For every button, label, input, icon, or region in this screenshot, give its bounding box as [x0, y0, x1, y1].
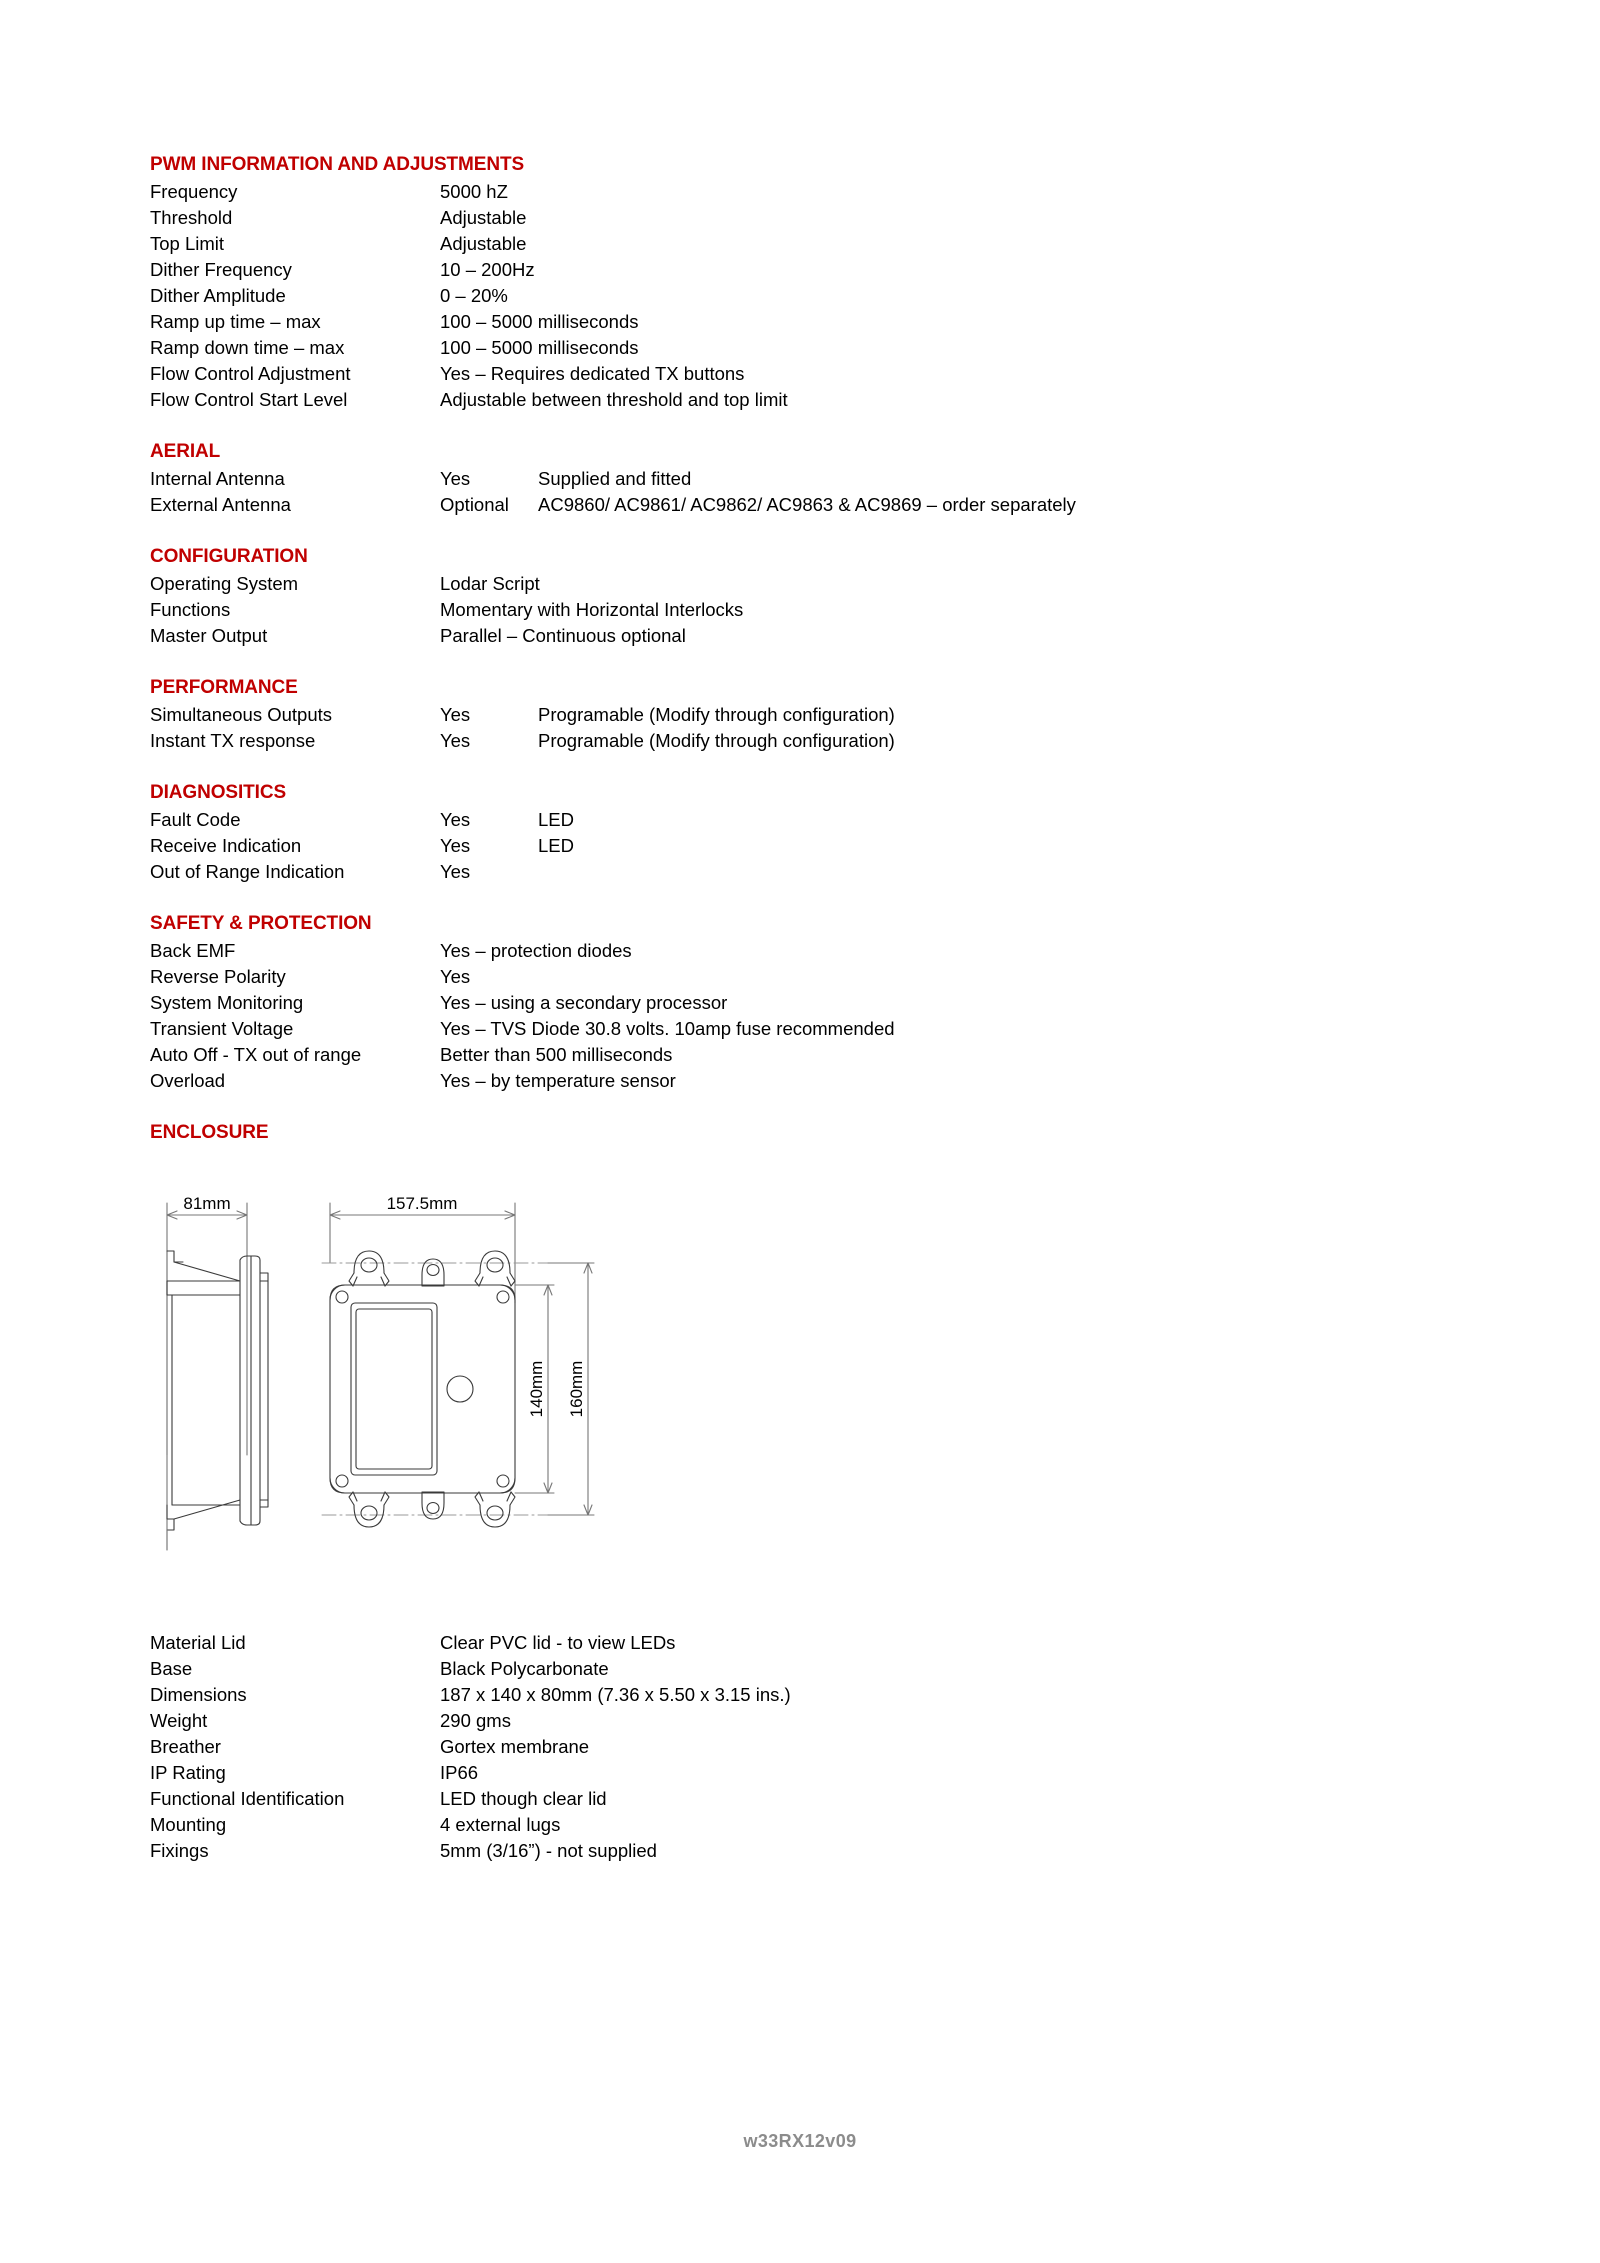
enclosure-spec-label: Functional Identification	[150, 1788, 345, 1809]
spec-row	[150, 597, 1480, 623]
section-performance	[150, 675, 1480, 754]
spec-label: Transient Voltage	[150, 1018, 294, 1039]
mounting-lug-bottom-right	[475, 1492, 515, 1527]
enclosure-spec-value: 4 external lugs	[440, 1814, 561, 1835]
enclosure-drawing	[150, 1185, 710, 1580]
spec-label: Simultaneous Outputs	[150, 704, 333, 725]
spec-label: Dither Frequency	[150, 259, 292, 280]
spec-value: Yes – using a secondary processor	[440, 992, 728, 1013]
spec-row	[150, 702, 1480, 728]
spec-label: Flow Control Adjustment	[150, 363, 351, 384]
spec-row	[150, 990, 1480, 1016]
section-heading-safety: SAFETY & PROTECTION	[150, 913, 372, 934]
enclosure-spec-value: 5mm (3/16”) - not supplied	[440, 1840, 657, 1861]
spec-label: Fault Code	[150, 809, 241, 830]
spec-label: Out of Range Indication	[150, 861, 345, 882]
spec-label: Ramp up time – max	[150, 311, 321, 332]
spec-label: Back EMF	[150, 940, 236, 961]
spec-row	[150, 807, 1480, 833]
spec-value: LED	[538, 835, 574, 856]
enclosure-spec-label: Weight	[150, 1710, 208, 1731]
spec-value: Momentary with Horizontal Interlocks	[440, 599, 744, 620]
enclosure-spec-value: 187 x 140 x 80mm (7.36 x 5.50 x 3.15 ins.)	[440, 1684, 791, 1705]
section-safety	[150, 911, 1480, 1094]
enclosure-body-outline	[330, 1285, 515, 1493]
spec-value: Yes – Requires dedicated TX buttons	[440, 363, 745, 384]
mounting-lug-top-right	[475, 1251, 515, 1286]
enclosure-drawing-svg	[150, 1185, 710, 1580]
spec-value: Adjustable	[440, 233, 527, 254]
enclosure-specs-table	[150, 1630, 1350, 1864]
side-view-group	[167, 1203, 268, 1550]
spec-label: Functions	[150, 599, 231, 620]
enclosure-spec-row	[150, 1838, 1350, 1864]
spec-value: Parallel – Continuous optional	[440, 625, 686, 646]
footer-document-code: w33RX12v09	[743, 2131, 857, 2151]
spec-label: Top Limit	[150, 233, 225, 254]
section-gap	[150, 649, 1480, 675]
enclosure-spec-row	[150, 1656, 1350, 1682]
enclosure-spec-value: LED though clear lid	[440, 1788, 607, 1809]
spec-label: Master Output	[150, 625, 268, 646]
spec-value: Lodar Script	[440, 573, 540, 594]
spec-value: Yes – TVS Diode 30.8 volts. 10amp fuse recommended	[440, 1018, 895, 1039]
spec-label: Reverse Polarity	[150, 966, 286, 987]
spec-label: External Antenna	[150, 494, 291, 515]
dimension-label-side-width: 81mm	[183, 1194, 231, 1213]
section-heading-pwm: PWM INFORMATION AND ADJUSTMENTS	[150, 154, 525, 175]
enclosure-specs-root	[150, 1630, 1350, 1864]
spec-row	[150, 938, 1480, 964]
corner-hole-bl	[336, 1475, 348, 1487]
spec-value: Yes – by temperature sensor	[440, 1070, 676, 1091]
section-gap	[150, 413, 1480, 439]
spec-value: 100 – 5000 milliseconds	[440, 311, 639, 332]
spec-label: Frequency	[150, 181, 238, 202]
spec-label: Ramp down time – max	[150, 337, 345, 358]
spec-row	[150, 728, 1480, 754]
enclosure-spec-value: Black Polycarbonate	[440, 1658, 609, 1679]
spec-mid-value: Yes	[440, 861, 471, 882]
spec-row	[150, 335, 1480, 361]
sections-root	[150, 152, 1480, 1146]
enclosure-spec-label: Base	[150, 1658, 193, 1679]
spec-label: Internal Antenna	[150, 468, 285, 489]
spec-mid-value: Yes	[440, 704, 471, 725]
mounting-lug-top-center	[422, 1259, 444, 1286]
spec-label: Auto Off - TX out of range	[150, 1044, 362, 1065]
enclosure-spec-row	[150, 1812, 1350, 1838]
enclosure-spec-row	[150, 1682, 1350, 1708]
spec-row	[150, 231, 1480, 257]
spec-row	[150, 833, 1480, 859]
spec-value: LED	[538, 809, 574, 830]
section-aerial	[150, 439, 1480, 518]
enclosure-spec-label: Fixings	[150, 1840, 209, 1861]
section-enclosure	[150, 1120, 1480, 1146]
spec-value: Programable (Modify through configuration)	[538, 704, 895, 725]
corner-hole-br	[497, 1475, 509, 1487]
spec-label: Flow Control Start Level	[150, 389, 348, 410]
spec-label: Overload	[150, 1070, 226, 1091]
section-heading-configuration: CONFIGURATION	[150, 546, 308, 567]
dimension-label-front-width: 157.5mm	[386, 1194, 458, 1213]
enclosure-spec-row	[150, 1708, 1350, 1734]
spec-label: Threshold	[150, 207, 233, 228]
enclosure-spec-label: Material Lid	[150, 1632, 246, 1653]
spec-row	[150, 309, 1480, 335]
spec-row	[150, 1042, 1480, 1068]
section-heading-enclosure: ENCLOSURE	[150, 1122, 269, 1143]
spec-row	[150, 283, 1480, 309]
section-gap	[150, 518, 1480, 544]
lid-window-outer	[351, 1303, 437, 1475]
spec-value: Yes	[440, 966, 471, 987]
spec-label: Operating System	[150, 573, 299, 594]
corner-hole-tl	[336, 1291, 348, 1303]
spec-row	[150, 179, 1480, 205]
spec-value: 100 – 5000 milliseconds	[440, 337, 639, 358]
spec-value: 10 – 200Hz	[440, 259, 535, 280]
enclosure-spec-row	[150, 1734, 1350, 1760]
section-gap	[150, 885, 1480, 911]
spec-value: Programable (Modify through configuration)	[538, 730, 895, 751]
spec-row	[150, 1068, 1480, 1094]
mounting-lug-bottom-left	[349, 1492, 389, 1527]
mounting-lug-top-left	[349, 1251, 389, 1286]
dimension-label-outer-height: 160mm	[567, 1360, 586, 1418]
spec-row	[150, 257, 1480, 283]
spec-row	[150, 205, 1480, 231]
enclosure-spec-row	[150, 1630, 1350, 1656]
spec-mid-value: Optional	[440, 494, 509, 515]
enclosure-spec-label: IP Rating	[150, 1762, 226, 1783]
section-pwm	[150, 152, 1480, 413]
section-heading-diagnositics: DIAGNOSITICS	[150, 782, 287, 803]
spec-value: 5000 hZ	[440, 181, 508, 202]
spec-mid-value: Yes	[440, 835, 471, 856]
corner-hole-tr	[497, 1291, 509, 1303]
section-configuration	[150, 544, 1480, 649]
spec-value: Adjustable	[440, 207, 527, 228]
lid-window-inner	[356, 1309, 432, 1469]
spec-value: AC9860/ AC9861/ AC9862/ AC9863 & AC9869 – order separately	[538, 494, 1076, 515]
spec-row	[150, 361, 1480, 387]
enclosure-spec-value: IP66	[440, 1762, 479, 1783]
spec-label: Instant TX response	[150, 730, 316, 751]
spec-row	[150, 466, 1480, 492]
spec-value: Supplied and fitted	[538, 468, 692, 489]
section-heading-aerial: AERIAL	[150, 441, 221, 462]
spec-row	[150, 1016, 1480, 1042]
spec-value: Better than 500 milliseconds	[440, 1044, 673, 1065]
spec-row	[150, 964, 1480, 990]
spec-row	[150, 623, 1480, 649]
spec-row	[150, 492, 1480, 518]
spec-row	[150, 387, 1480, 413]
front-view-group	[322, 1203, 594, 1527]
spec-mid-value: Yes	[440, 730, 471, 751]
dimension-label-inner-height: 140mm	[527, 1360, 546, 1418]
spec-value: Adjustable between threshold and top limit	[440, 389, 788, 410]
spec-row	[150, 859, 1480, 885]
spec-label: Dither Amplitude	[150, 285, 286, 306]
section-gap	[150, 1094, 1480, 1120]
section-heading-performance: PERFORMANCE	[150, 677, 298, 698]
enclosure-spec-row	[150, 1786, 1350, 1812]
specifications-content	[150, 152, 1480, 1147]
spec-mid-value: Yes	[440, 468, 471, 489]
spec-row	[150, 571, 1480, 597]
breather-circle	[447, 1376, 473, 1402]
enclosure-spec-value: Clear PVC lid - to view LEDs	[440, 1632, 676, 1653]
enclosure-spec-row	[150, 1760, 1350, 1786]
spec-mid-value: Yes	[440, 809, 471, 830]
enclosure-spec-label: Dimensions	[150, 1684, 247, 1705]
enclosure-spec-value: 290 gms	[440, 1710, 511, 1731]
enclosure-spec-label: Breather	[150, 1736, 221, 1757]
spec-label: Receive Indication	[150, 835, 302, 856]
section-diagnositics	[150, 780, 1480, 885]
section-gap	[150, 754, 1480, 780]
spec-label: System Monitoring	[150, 992, 304, 1013]
spec-value: Yes – protection diodes	[440, 940, 632, 961]
mounting-lug-bottom-center	[422, 1492, 444, 1519]
enclosure-spec-value: Gortex membrane	[440, 1736, 590, 1757]
spec-value: 0 – 20%	[440, 285, 508, 306]
enclosure-spec-label: Mounting	[150, 1814, 227, 1835]
